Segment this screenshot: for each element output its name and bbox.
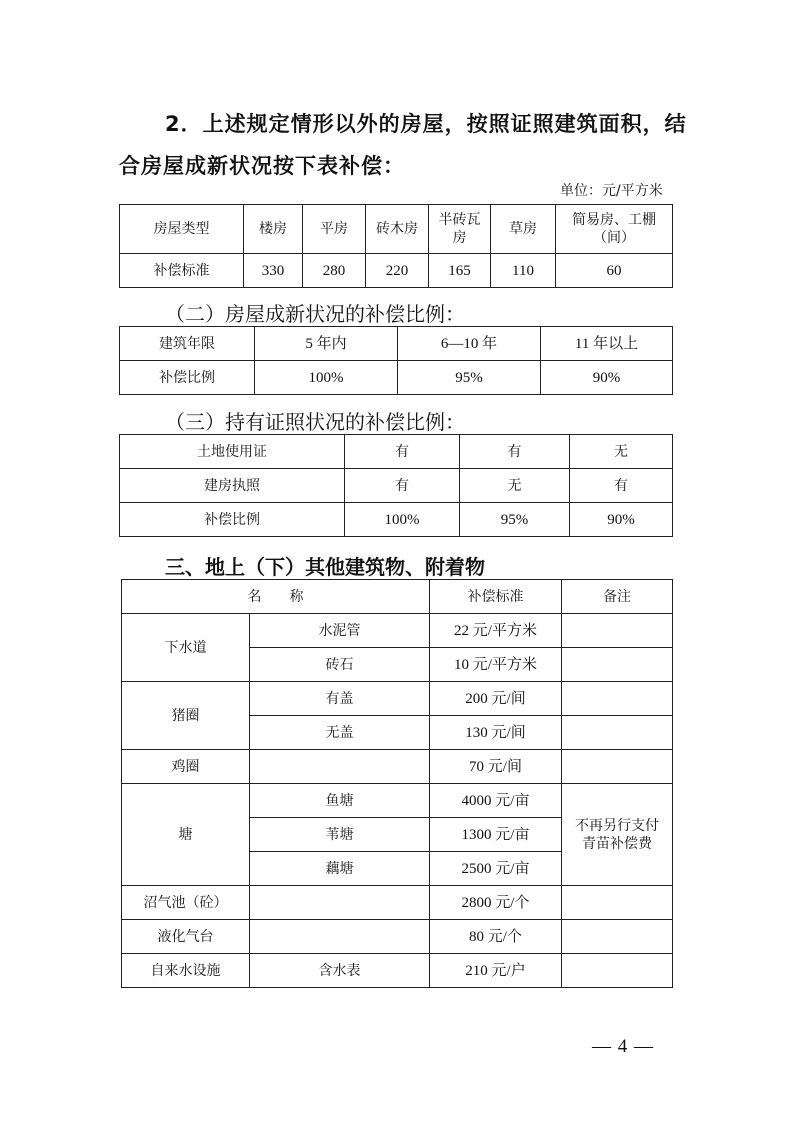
table-row [120, 327, 673, 361]
table-cell: 名 称 [122, 580, 430, 614]
table-cell: 100% [345, 503, 460, 537]
table-cell: 22 元/平方米 [430, 614, 562, 648]
table-cell [562, 886, 673, 920]
table-cell [250, 886, 430, 920]
table-cell: 不再另行支付青苗补偿费 [562, 784, 673, 886]
table-cell: 95% [398, 361, 541, 395]
table-row [120, 469, 673, 503]
table-cell: 猪圈 [122, 682, 250, 750]
table-cell: 含水表 [250, 954, 430, 988]
attachments-table [121, 579, 673, 988]
table-row [120, 254, 673, 288]
table-row [122, 886, 673, 920]
paragraph-line-2: 合房屋成新状况按下表补偿： [119, 154, 405, 178]
table-cell: 有 [460, 435, 570, 469]
table-row [120, 435, 673, 469]
house-type-table [119, 204, 673, 288]
table-cell: 1300 元/亩 [430, 818, 562, 852]
table-cell: 房屋类型 [120, 205, 244, 254]
table-row [122, 614, 673, 648]
section-heading-3: 三、地上（下）其他建筑物、附着物 [165, 555, 485, 579]
table-cell: 200 元/间 [430, 682, 562, 716]
table-cell: 130 元/间 [430, 716, 562, 750]
table-cell: 210 元/户 [430, 954, 562, 988]
table-cell: 280 [303, 254, 366, 288]
unit-label: 单位：元/平方米 [560, 183, 663, 199]
table-cell: 90% [541, 361, 673, 395]
table-cell: 220 [366, 254, 429, 288]
table-row [122, 954, 673, 988]
table-cell: 液化气台 [122, 920, 250, 954]
table-cell: 2500 元/亩 [430, 852, 562, 886]
table-cell: 110 [491, 254, 556, 288]
table-cell: 165 [429, 254, 491, 288]
table-cell: 补偿比例 [120, 503, 345, 537]
table-row [122, 682, 673, 716]
table-row [122, 784, 673, 818]
table-cell: 沼气池（砼） [122, 886, 250, 920]
table-cell: 简易房、工棚（间） [556, 205, 673, 254]
table-cell [562, 954, 673, 988]
table-cell: 70 元/间 [430, 750, 562, 784]
table-cell: 无 [570, 435, 673, 469]
table-cell: 有 [345, 435, 460, 469]
table-cell: 草房 [491, 205, 556, 254]
license-ratio-table [119, 434, 673, 537]
page-number: — 4 — [592, 1036, 654, 1057]
table-cell [562, 648, 673, 682]
table-cell: 100% [255, 361, 398, 395]
table-cell [562, 614, 673, 648]
table-cell: 砖石 [250, 648, 430, 682]
table-cell: 10 元/平方米 [430, 648, 562, 682]
table-cell: 下水道 [122, 614, 250, 682]
table-row [122, 750, 673, 784]
table-cell: 无 [460, 469, 570, 503]
table-cell: 有 [345, 469, 460, 503]
table-cell [250, 920, 430, 954]
table-cell [562, 920, 673, 954]
section-title-2: （二）房屋成新状况的补偿比例： [165, 304, 465, 326]
table-cell: 楼房 [244, 205, 303, 254]
section-title-3: （三）持有证照状况的补偿比例： [165, 412, 465, 434]
table-cell: 土地使用证 [120, 435, 345, 469]
table-cell: 半砖瓦房 [429, 205, 491, 254]
table-row [120, 503, 673, 537]
table-cell: 建筑年限 [120, 327, 255, 361]
table-cell: 补偿比例 [120, 361, 255, 395]
table-cell [562, 682, 673, 716]
table-cell: 95% [460, 503, 570, 537]
table-cell: 鱼塘 [250, 784, 430, 818]
table-cell: 补偿标准 [120, 254, 244, 288]
table-cell: 11 年以上 [541, 327, 673, 361]
table-cell: 鸡圈 [122, 750, 250, 784]
table-cell: 水泥管 [250, 614, 430, 648]
table-cell: 平房 [303, 205, 366, 254]
table-cell: 砖木房 [366, 205, 429, 254]
table-cell [250, 750, 430, 784]
table-cell: 60 [556, 254, 673, 288]
table-cell: 无盖 [250, 716, 430, 750]
table-row [120, 205, 673, 254]
paragraph-line-1: 2．上述规定情形以外的房屋，按照证照建筑面积，结 [165, 112, 687, 136]
table-row [122, 580, 673, 614]
table-cell: 有 [570, 469, 673, 503]
table-row [120, 361, 673, 395]
table-cell: 90% [570, 503, 673, 537]
table-cell: 5 年内 [255, 327, 398, 361]
table-cell: 2800 元/个 [430, 886, 562, 920]
age-ratio-table [119, 326, 673, 395]
table-cell [562, 750, 673, 784]
table-cell: 建房执照 [120, 469, 345, 503]
table-cell: 4000 元/亩 [430, 784, 562, 818]
table-cell: 80 元/个 [430, 920, 562, 954]
table-cell: 苇塘 [250, 818, 430, 852]
table-cell: 塘 [122, 784, 250, 886]
table-cell: 藕塘 [250, 852, 430, 886]
table-row [122, 920, 673, 954]
table-cell: 自来水设施 [122, 954, 250, 988]
table-cell: 6—10 年 [398, 327, 541, 361]
table-cell: 有盖 [250, 682, 430, 716]
table-cell: 330 [244, 254, 303, 288]
table-cell: 备注 [562, 580, 673, 614]
table-cell [562, 716, 673, 750]
table-cell: 补偿标准 [430, 580, 562, 614]
